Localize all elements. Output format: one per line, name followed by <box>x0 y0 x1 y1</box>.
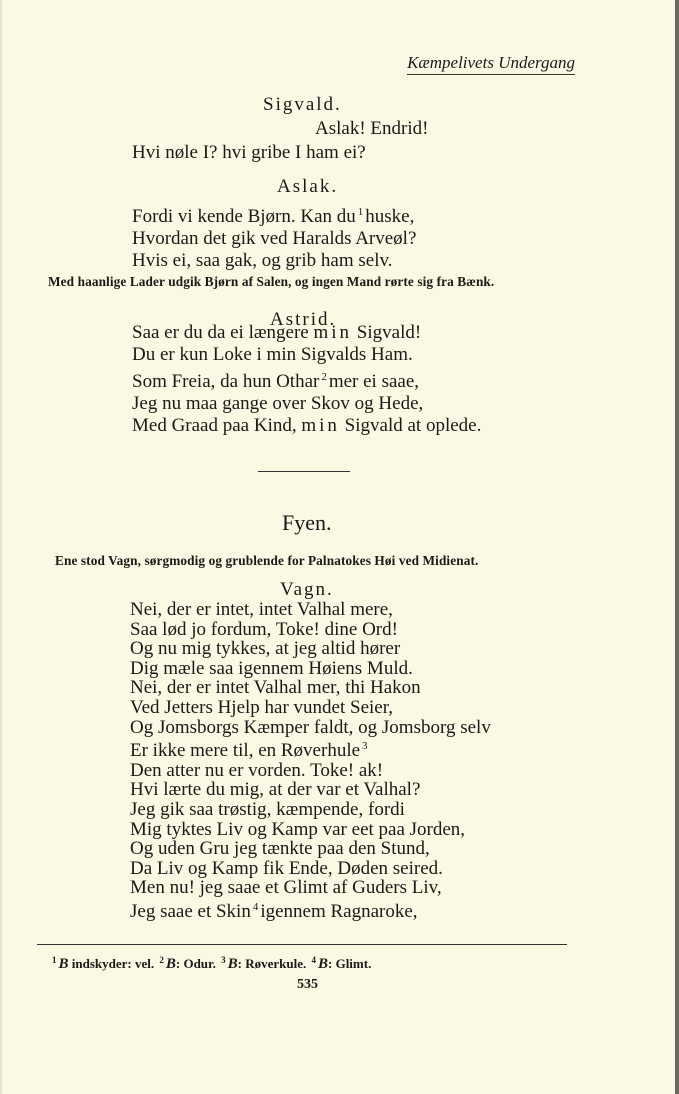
footnote-marker: 4 <box>252 900 259 913</box>
text-segment: mer ei saae, <box>328 371 420 392</box>
text-segment: igennem Ragnaroke, <box>260 900 418 922</box>
verse-line <box>132 322 481 344</box>
text-segment: Sigvald! <box>352 322 422 343</box>
text-segment: Du er kun Loke i min Sigvalds Ham. <box>132 344 413 365</box>
verse-line <box>132 366 481 393</box>
text-segment: Den atter nu er vorden. Toke! ak! <box>130 759 384 781</box>
speaker-vagn: Vagn. <box>280 579 334 600</box>
text-segment: Og nu mig tykkes, at jeg altid hører <box>130 638 401 660</box>
text-segment: Men nu! jeg saae et Glimt af Guders Liv, <box>130 877 442 899</box>
stage-direction: Ene stod Vagn, sørgmodig og grublende for Palnatokes Høi ved Midienat. <box>55 553 479 568</box>
verse-line <box>130 820 491 840</box>
text-segment: Jeg gik saa trøstig, kæmpende, fordi <box>130 798 405 820</box>
verse-line <box>130 780 491 800</box>
verse-line <box>130 761 491 781</box>
text-segment: Hvis ei, saa gak, og grib ham selv. <box>132 250 393 271</box>
text-segment: Som Freia, da hun Othar <box>132 371 320 392</box>
astrid-verse <box>132 322 481 437</box>
text-segment: B <box>58 956 69 972</box>
section-title: Fyen. <box>282 510 332 535</box>
stage-direction: Med haanlige Lader udgik Bjørn af Salen, og ingen Mand rørte sig fra Bænk. <box>48 274 495 289</box>
text-segment: : Glimt. <box>328 956 372 971</box>
running-header: Kæmpelivets Undergang <box>407 53 575 75</box>
text-segment: Da Liv og Kamp fik Ende, Døden seired. <box>130 857 443 879</box>
verse-line <box>130 859 491 879</box>
text-segment: Mig tyktes Liv og Kamp var eet paa Jorden, <box>130 818 466 840</box>
text-segment: : Røverkule. <box>237 956 310 971</box>
verse-line <box>130 878 491 898</box>
text-segment: Jeg nu maa gange over Skov og Hede, <box>132 393 424 414</box>
text-segment: B <box>227 956 238 972</box>
verse-line <box>130 600 491 620</box>
footnote-rule <box>37 944 567 945</box>
text-segment: indskyder: vel. <box>68 956 158 971</box>
text-segment: : Odur. <box>175 956 220 971</box>
verse-line <box>132 415 481 437</box>
text-segment: Nei, der er intet Valhal mer, thi Hakon <box>130 677 421 699</box>
verse-line <box>130 800 491 820</box>
page-left-edge <box>0 0 2 1094</box>
speaker-astrid: Astrid. <box>270 309 337 330</box>
verse-line <box>132 344 481 366</box>
speaker-sigvald: Sigvald. <box>263 94 342 115</box>
text-segment: Er ikke mere til, en Røverhule <box>130 740 361 762</box>
text-segment: Ved Jetters Hjelp har vundet Seier, <box>130 696 394 718</box>
text-segment: B <box>165 956 176 972</box>
text-segment: min <box>313 322 353 343</box>
verse-line <box>132 250 416 272</box>
text-segment: Hvi lærte du mig, at der var et Valhal? <box>130 779 421 801</box>
text-segment: Saa er du da ei længere <box>132 322 314 343</box>
page-right-edge <box>675 0 679 1094</box>
text-segment: B <box>317 956 328 972</box>
section-divider <box>258 471 350 472</box>
aslak-verse <box>132 201 416 272</box>
verse-line <box>130 898 491 922</box>
text-segment: Dig mæle saa igennem Høiens Muld. <box>130 657 413 679</box>
verse-line <box>130 639 491 659</box>
footnotes <box>50 955 371 973</box>
footnote-marker: 3 <box>221 955 226 965</box>
text-segment: huske, <box>365 206 415 227</box>
verse-line: Aslak! Endrid! <box>315 118 429 139</box>
footnote-marker: 2 <box>159 955 164 965</box>
text-segment: Hvordan det gik ved Haralds Arveøl? <box>132 228 417 249</box>
vagn-verse <box>130 600 491 922</box>
text-segment: Og Jomsborgs Kæmper faldt, og Jomsborg selv <box>130 716 491 738</box>
text-segment: min <box>301 415 340 436</box>
text-segment: Og uden Gru jeg tænkte paa den Stund, <box>130 838 430 860</box>
footnote-marker: 1 <box>357 206 364 218</box>
speaker-aslak: Aslak. <box>277 176 339 197</box>
verse-line <box>132 142 366 164</box>
footnote-marker: 1 <box>52 955 57 965</box>
text-segment: Nei, der er intet, intet Valhal mere, <box>130 599 393 620</box>
footnote-marker: 2 <box>321 371 327 383</box>
page-number: 535 <box>297 977 318 992</box>
text-segment: Jeg saae et Skin <box>130 900 251 922</box>
verse-line <box>130 698 491 718</box>
verse-line <box>130 659 491 679</box>
footnote-marker: 3 <box>362 740 368 753</box>
text-segment: Hvi nøle I? hvi gribe I ham ei? <box>132 142 366 163</box>
text-segment: Fordi vi kende Bjørn. Kan du <box>132 206 356 227</box>
text-segment: Saa lød jo fordum, Toke! dine Ord! <box>130 618 398 640</box>
verse-line <box>130 678 491 698</box>
sigvald-verse <box>132 142 366 164</box>
verse-line <box>130 620 491 640</box>
verse-line <box>132 393 481 415</box>
verse-line <box>132 201 416 228</box>
verse-line <box>132 228 416 250</box>
text-segment: Sigvald at oplede. <box>339 415 482 436</box>
verse-line <box>130 718 491 738</box>
text-segment: Med Graad paa Kind, <box>132 415 302 436</box>
verse-line <box>130 839 491 859</box>
verse-line <box>130 737 491 761</box>
footnote-marker: 4 <box>311 955 316 965</box>
